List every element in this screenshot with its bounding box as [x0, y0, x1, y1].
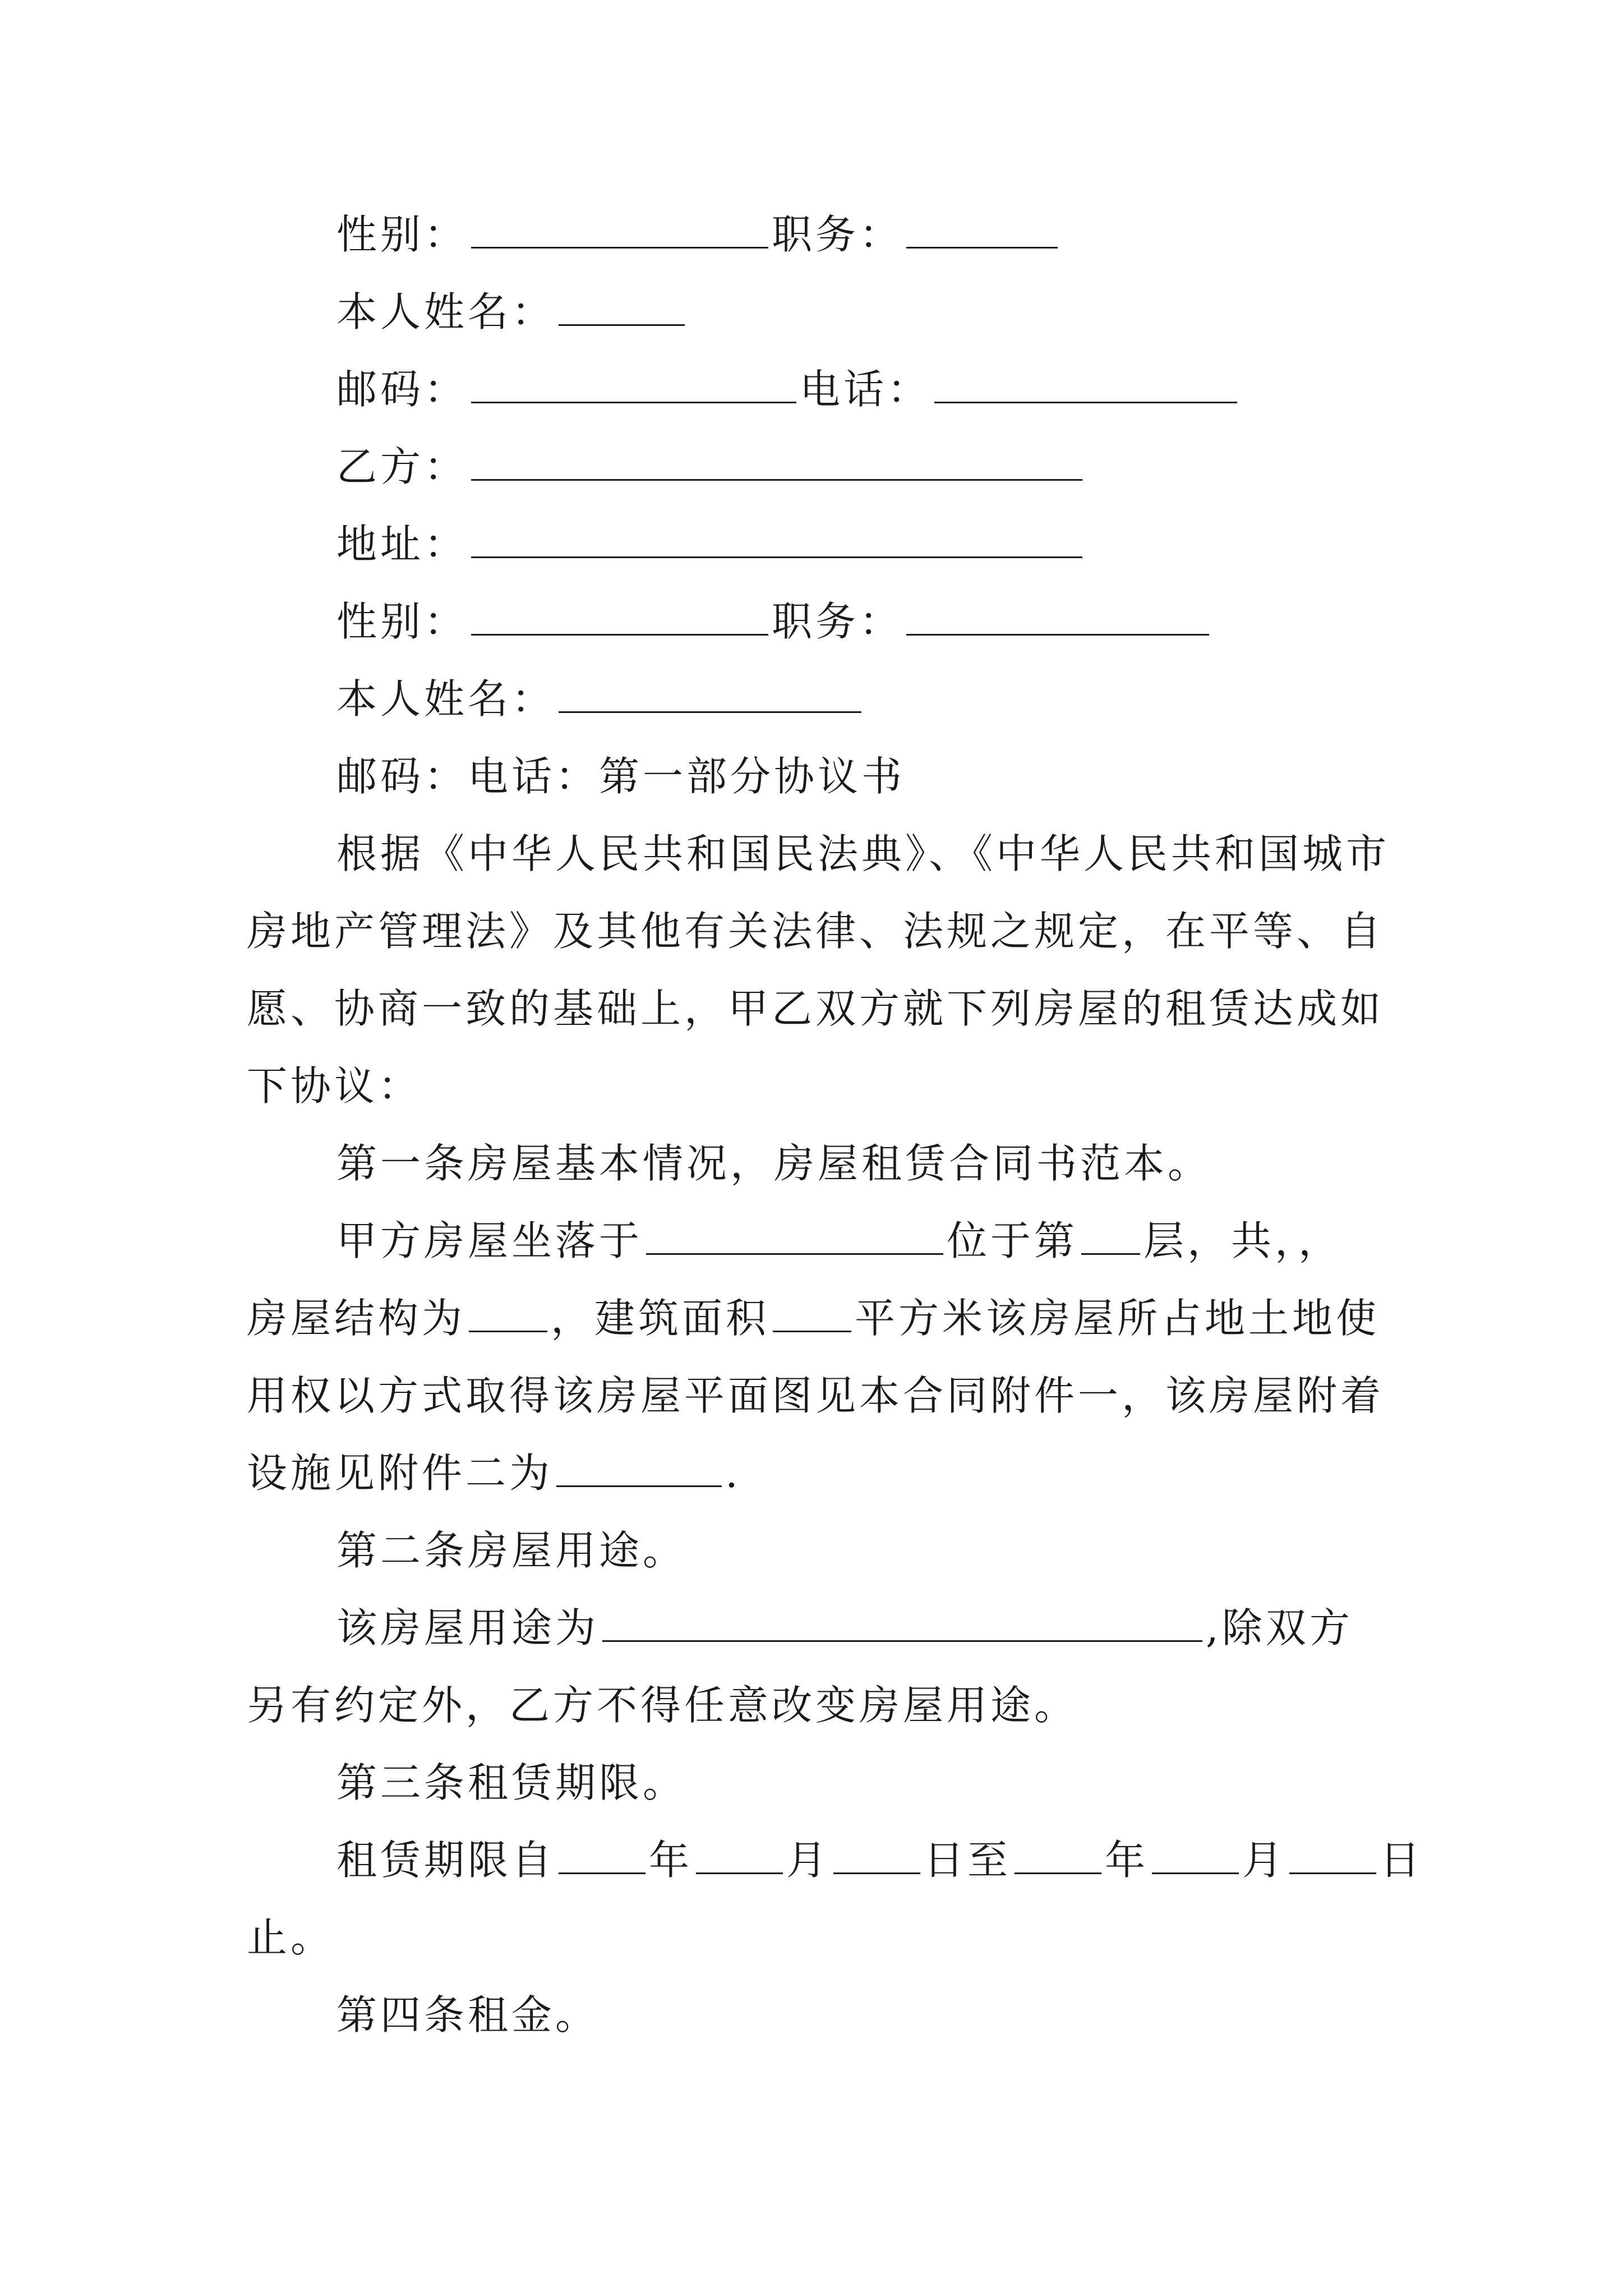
section-heading-line: [336, 749, 905, 803]
end-day-blank: [1289, 1839, 1376, 1874]
paragraph-text: 另有约定外，乙方不得任意改变房屋用途。: [247, 1682, 1078, 1729]
paragraph-text: 日: [1380, 1837, 1424, 1884]
name-line-1: [336, 285, 688, 339]
article-4-heading: [336, 1988, 599, 2042]
end-month-blank: [1152, 1839, 1239, 1874]
paragraph-text: 年: [1105, 1837, 1149, 1884]
paragraph-text: 设施见附件二为: [247, 1450, 554, 1497]
paragraph-text: 房地产管理法》及其他有关法律、法规之规定，在平等、自: [247, 908, 1385, 955]
paragraph-text: .: [725, 1450, 741, 1497]
gender-label: 性别：: [336, 211, 468, 258]
article-1-line-1: [336, 1214, 1342, 1268]
article-heading: 第一条房屋基本情况，房屋租赁合同书范本。: [336, 1140, 1212, 1187]
article-1-line-4: [247, 1446, 741, 1500]
paragraph-text: 该房屋用途为: [336, 1604, 600, 1651]
structure-blank: [469, 1297, 547, 1332]
postcode-label: 邮码：: [336, 366, 468, 413]
gender-blank: [471, 600, 768, 636]
article-2-line-1: [336, 1601, 1353, 1655]
article-3-line-1: [336, 1833, 1423, 1887]
article-1-line-2: [247, 1291, 1380, 1345]
paragraph-text: 下协议：: [247, 1062, 422, 1110]
paragraph-text: 月: [786, 1837, 831, 1884]
phone-blank: [934, 368, 1237, 403]
position-blank: [906, 213, 1058, 249]
section-heading: 邮码：电话：第一部分协议书: [336, 753, 906, 800]
postcode-blank: [471, 368, 796, 403]
address-label: 地址：: [336, 521, 468, 568]
article-2-line-2: [247, 1678, 1078, 1732]
paragraph-text: ，建筑面积: [551, 1295, 770, 1342]
position-blank: [906, 600, 1209, 636]
paragraph-line: [247, 1059, 422, 1113]
postcode-phone-line-1: [336, 362, 1241, 416]
end-year-blank: [1015, 1839, 1101, 1874]
address-blank: [471, 523, 1082, 558]
gender-label: 性别：: [336, 598, 468, 645]
paragraph-text: 层，共，，: [1144, 1217, 1343, 1264]
paragraph-line: [247, 904, 1384, 958]
start-day-blank: [833, 1839, 920, 1874]
party-b-line: [336, 440, 1086, 494]
paragraph-text: ,除双方: [1206, 1604, 1353, 1651]
name-label: 本人姓名：: [336, 675, 556, 723]
start-year-blank: [559, 1839, 645, 1874]
name-line-2: [336, 672, 865, 726]
paragraph-text: 平方米该房屋所占地土地使: [855, 1295, 1380, 1342]
article-heading: 第四条租金。: [336, 1991, 600, 2039]
paragraph-text: 房屋结构为: [247, 1295, 466, 1342]
start-month-blank: [696, 1839, 783, 1874]
name-blank: [559, 678, 861, 713]
floor-blank: [1081, 1220, 1140, 1255]
gender-line-2: [336, 595, 1212, 648]
paragraph-text: 止。: [247, 1914, 335, 1961]
paragraph-line: [247, 982, 1384, 1036]
paragraph-text: 租赁期限自: [336, 1837, 556, 1884]
article-1-heading: [336, 1137, 1211, 1190]
location-blank: [646, 1220, 943, 1255]
purpose-blank: [602, 1607, 1202, 1642]
address-line: [336, 517, 1086, 571]
phone-label: 电话：: [800, 366, 932, 413]
article-3-line-2: [247, 1911, 334, 1964]
facilities-blank: [556, 1452, 722, 1487]
party-b-label: 乙方：: [336, 443, 468, 490]
paragraph-line: [336, 827, 1390, 881]
name-label: 本人姓名：: [336, 288, 556, 335]
paragraph-text: 根据《中华人民共和国民法典》、《中华人民共和国城市: [336, 830, 1390, 877]
paragraph-text: 甲方房屋坐落于: [336, 1217, 643, 1264]
paragraph-text: 愿、协商一致的基础上，甲乙双方就下列房屋的租赁达成如: [247, 985, 1385, 1032]
paragraph-text: 日至: [924, 1837, 1012, 1884]
gender-blank: [471, 213, 768, 249]
area-blank: [773, 1297, 851, 1332]
position-label: 职务：: [772, 598, 903, 645]
article-2-heading: [336, 1524, 686, 1577]
article-1-line-3: [247, 1369, 1384, 1423]
paragraph-text: 位于第: [947, 1217, 1078, 1264]
paragraph-text: 月: [1242, 1837, 1287, 1884]
article-heading: 第二条房屋用途。: [336, 1527, 687, 1574]
article-3-heading: [336, 1756, 686, 1810]
paragraph-text: 用权以方式取得该房屋平面图见本合同附件一，该房屋附着: [247, 1372, 1385, 1419]
party-b-blank: [471, 445, 1082, 481]
gender-line-1: [336, 208, 1061, 261]
name-blank: [559, 291, 685, 326]
paragraph-text: 年: [649, 1837, 693, 1884]
position-label: 职务：: [772, 211, 903, 258]
article-heading: 第三条租赁期限。: [336, 1759, 687, 1806]
